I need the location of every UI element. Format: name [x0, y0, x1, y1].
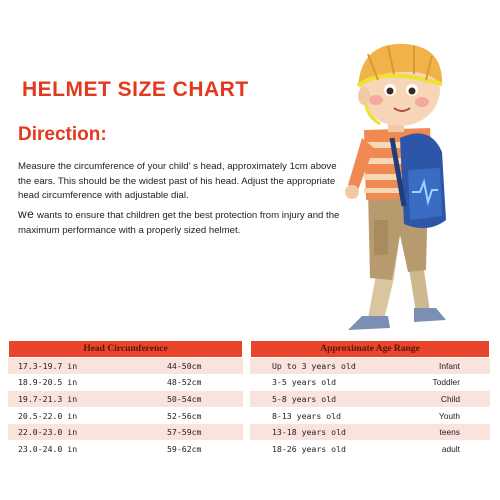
- we-word: we: [18, 207, 35, 221]
- table-row: [8, 441, 243, 458]
- age-range-table: [250, 340, 490, 458]
- table-row: [250, 391, 490, 408]
- age-cell: 5-8 years old: [250, 391, 370, 408]
- promise-paragraph: [18, 207, 340, 238]
- category-cell: Toddler: [370, 375, 490, 392]
- table-row: [8, 408, 243, 425]
- table-row: [8, 358, 243, 375]
- category-cell: adult: [370, 441, 490, 458]
- age-cell: 3-5 years old: [250, 375, 370, 392]
- child-illustration: [318, 20, 488, 335]
- cm-cell: 50-54cm: [126, 391, 244, 408]
- cm-cell: 44-50cm: [126, 358, 244, 375]
- age-cell: 13-18 years old: [250, 424, 370, 441]
- cm-cell: 57-59cm: [126, 424, 244, 441]
- category-cell: Child: [370, 391, 490, 408]
- category-cell: Infant: [370, 358, 490, 375]
- inches-cell: 19.7-21.3 in: [8, 391, 126, 408]
- promise-text: wants to ensure that children get the best protection from injury and the maximum performance with a properly sized helmet.: [18, 210, 340, 236]
- category-cell: Youth: [370, 408, 490, 425]
- table-row: [250, 408, 490, 425]
- cm-cell: 59-62cm: [126, 441, 244, 458]
- table-row: [8, 391, 243, 408]
- table-row: [250, 375, 490, 392]
- table-row: [250, 441, 490, 458]
- inches-cell: 22.0-23.0 in: [8, 424, 126, 441]
- table-row: [250, 424, 490, 441]
- inches-cell: 20.5-22.0 in: [8, 408, 126, 425]
- head-circumference-table: [8, 340, 243, 458]
- age-cell: 8-13 years old: [250, 408, 370, 425]
- category-cell: teens: [370, 424, 490, 441]
- age-range-header: Approximate Age Range: [250, 340, 490, 358]
- head-circumference-header: Head Circumference: [8, 340, 243, 358]
- table-row: [8, 424, 243, 441]
- cm-cell: 48-52cm: [126, 375, 244, 392]
- inches-cell: 23.0-24.0 in: [8, 441, 126, 458]
- page-title: HELMET SIZE CHART: [22, 78, 249, 101]
- direction-heading: Direction:: [18, 124, 107, 145]
- direction-paragraph: Measure the circumference of your child’ s head, approximately 1cm above the ears. This should be the widest past of his head. Adjust the appropriate head circumference with adjustable dial.: [18, 161, 337, 202]
- table-row: [8, 375, 243, 392]
- cm-cell: 52-56cm: [126, 408, 244, 425]
- age-cell: Up to 3 years old: [250, 358, 370, 375]
- inches-cell: 17.3-19.7 in: [8, 358, 126, 375]
- inches-cell: 18.9-20.5 in: [8, 375, 126, 392]
- table-row: [250, 358, 490, 375]
- age-cell: 18-26 years old: [250, 441, 370, 458]
